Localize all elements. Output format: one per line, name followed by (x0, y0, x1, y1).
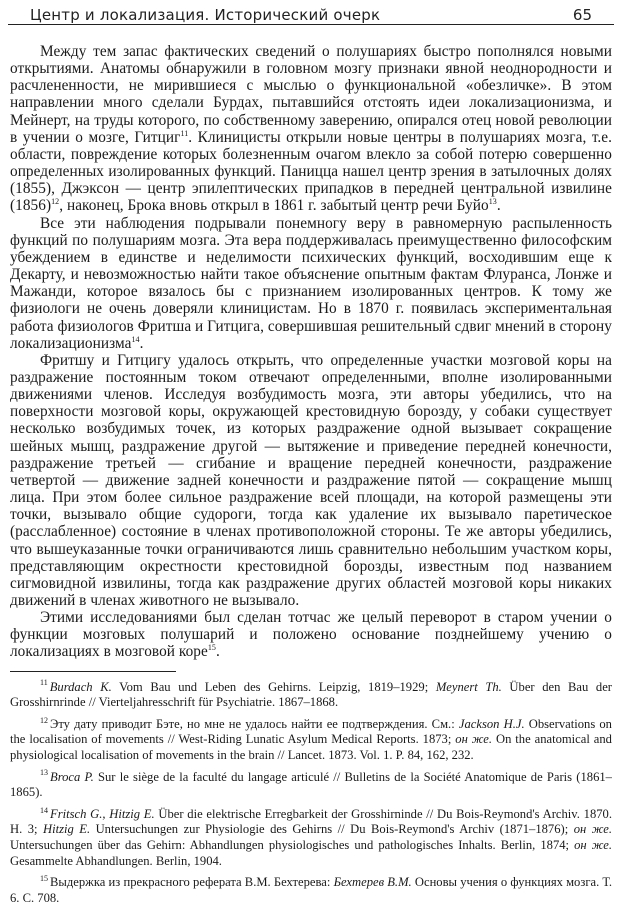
paragraph (10, 43, 612, 215)
italic-author-name: Fritsch G., Hitzig E. (50, 806, 155, 821)
running-header (8, 0, 614, 25)
footnote-reference[interactable]: 11 (180, 128, 189, 138)
paragraph (10, 352, 612, 609)
text-run: Все эти наблюдения подрывали понемногу веру в равномерную распыленность функций по полушариям мозга. Эта вера поддерживалась преимущественно философским убеждением в единстве и неделимости психических функций, восходившим еще к Декарту, и невозможностью найти такое объяснение опытным фактам Флуранса, Лонже и Мажанди, которое вязалось бы с признанием изолированных центров. К тому же физиологи не очень доверяли клиницистам. Но в 1870 г. появилась экспериментальная работа физиологов Фритша и Гитцига, совершившая решительный сдвиг мнений в сторону локализационизма (10, 214, 612, 352)
italic-author-name: Broca P. (50, 769, 94, 784)
text-run: Основы учения о функциях мозга. Т. 6. С. 708. (10, 875, 612, 905)
italic-author-name: Jackson H.J. (458, 716, 525, 731)
text-run: Observations on the localisation of movements // West-Riding Lunatic Asylum Medical Reports. 1873; (10, 716, 612, 747)
italic-author-name: Burdach K. (49, 679, 112, 694)
footnote-number: 14 (40, 805, 48, 815)
footnote-number: 13 (40, 768, 48, 778)
text-run: Gesammelte Abhandlungen. Berlin, 1904. (10, 853, 222, 868)
footnote-separator (10, 671, 176, 672)
footnote-reference[interactable]: 15 (207, 643, 216, 653)
footnote-number: 15 (40, 873, 48, 883)
text-run: Эту дату приводит Бэте, но мне не удалось найти ее подтверждения. См.: (50, 716, 459, 731)
text-run: Между тем запас фактических сведений о полушариях быстро пополнялся новыми открытиями. Анатомы обнаружили в головном мозгу признаки явной неоднородности и расчлененности, не мирившиеся с мыслью о функциональной «обезличке». В этом направлении много сделали Бурдах, пытавшийся отстоять идеи локализационизма, и Мейнерт, на труды которого, по собственному заверению, опирался отец новой революции в учении о мозге, Гитциг (10, 43, 612, 146)
text-run: . (215, 643, 220, 661)
paragraph (10, 215, 612, 352)
page-number: 65 (572, 6, 592, 24)
footnote (10, 680, 612, 711)
footnote-reference[interactable]: 12 (51, 197, 60, 207)
footnote-reference[interactable]: 14 (131, 334, 140, 344)
italic-author-name: он же. (455, 732, 493, 747)
footnotes (8, 680, 614, 907)
text-run: Untersuchungen über das Gehirn: Abhandlungen physiologisches und pathologisches Inhalts. Berlin, 1874; (10, 837, 575, 852)
text-run: . (139, 334, 144, 352)
text-run: Этими исследованиями был сделан тотчас же целый переворот в старом учении о функции мозговых полушарий и положено основание позднейшему учению о локализациях в мозговой коре (10, 609, 612, 661)
italic-author-name: он же. (573, 822, 613, 837)
text-run: . Клиницисты открыли новые центры в полушариях мозга, т.е. области, повреждение которых болезненным очагом влекло за собой потерю совершенно определенных изолированных функций. Паницца нашел центр зрения в затылочных долях (1855), Джэксон — центр эпилептических припадков в передней центральной извилине (1856) (10, 128, 612, 215)
footnote (10, 717, 612, 764)
text-run: Über den Bau der Grosshirnrinde // Vierteljahresschrift für Psychiatrie. 1867–1868. (10, 679, 612, 710)
text-run: Untersuchungen zur Physiologie des Gehirns // Du Bois-Reymond's Archiv (1871–1876); (90, 822, 574, 837)
text-run: Фритшу и Гитцигу удалось открыть, что определенные участки мозговой коры на раздражение постоянным током отвечают определенными, вполне изолированными движениями членов. Исследуя возбудимость мозга, эти авторы убедились, что на поверхности мозговой коры, окружающей крестовидную борозду, у собаки существует несколько возбудимых точек, из которых раздражение одной вызывает сокращение шейных мышц, раздражение другой — вытяжение и приведение передней конечности, раздражение третьей — сгибание и вращение передней конечности, раздражение четвертой — движение задней конечности и раздражение пятой — сокращение мышц лица. При этом более сильное раздражение всей площади, на которой размещены эти точки, вызывало общие судороги, тогда как удаление их вызывало паретическое (расслабленное) состояние в членах противоположной стороны. Те же авторы убедились, что вышеуказанные точки ограничиваются лишь сравнительно небольшим участком коры, представляющим окрестности крестовидной борозды, известным под названием сигмовидной извилины, тогда как раздражение других областей мозговой коры никаких движений в членах животного не вызывало. (10, 351, 612, 609)
text-run: Über die elektrische Erregbarkeit der Grosshirninde // Du Bois-Reymond's Archiv. 1870. H. 3; (10, 806, 612, 837)
main-text (8, 43, 614, 661)
text-run: On the anatomical and physiological localisation of movements in the brain // Lancet. 1873. Vol. 1. P. 84, 162, 232. (10, 732, 612, 762)
italic-author-name: Hitzig E. (42, 822, 91, 837)
footnote-number: 11 (40, 678, 48, 688)
text-run: Sur le siège de la faculté du langage articulé // Bulletins de la Société Anatomique de Paris (1861–1865). (10, 769, 612, 800)
italic-author-name: Meynert Th. (435, 679, 502, 694)
paragraph (10, 609, 612, 660)
footnote-number: 12 (40, 715, 48, 725)
footnote (10, 875, 612, 906)
footnote-reference[interactable]: 13 (488, 197, 497, 207)
italic-author-name: Бехтерев В.М. (333, 875, 412, 890)
footnote (10, 807, 612, 869)
italic-author-name: он же. (574, 837, 612, 852)
text-run: Vom Bau und Leben des Gehirns. Leipzig, 1819–1929; (111, 679, 436, 694)
text-run: . (496, 197, 501, 215)
footnote (10, 770, 612, 801)
chapter-title: Центр и локализация. Исторический очерк (30, 6, 381, 24)
text-run: Выдержка из прекрасного реферата В.М. Бехтерева: (50, 875, 334, 890)
text-run: , наконец, Брока вновь открыл в 1861 г. забытый центр речи Буйо (59, 197, 489, 215)
